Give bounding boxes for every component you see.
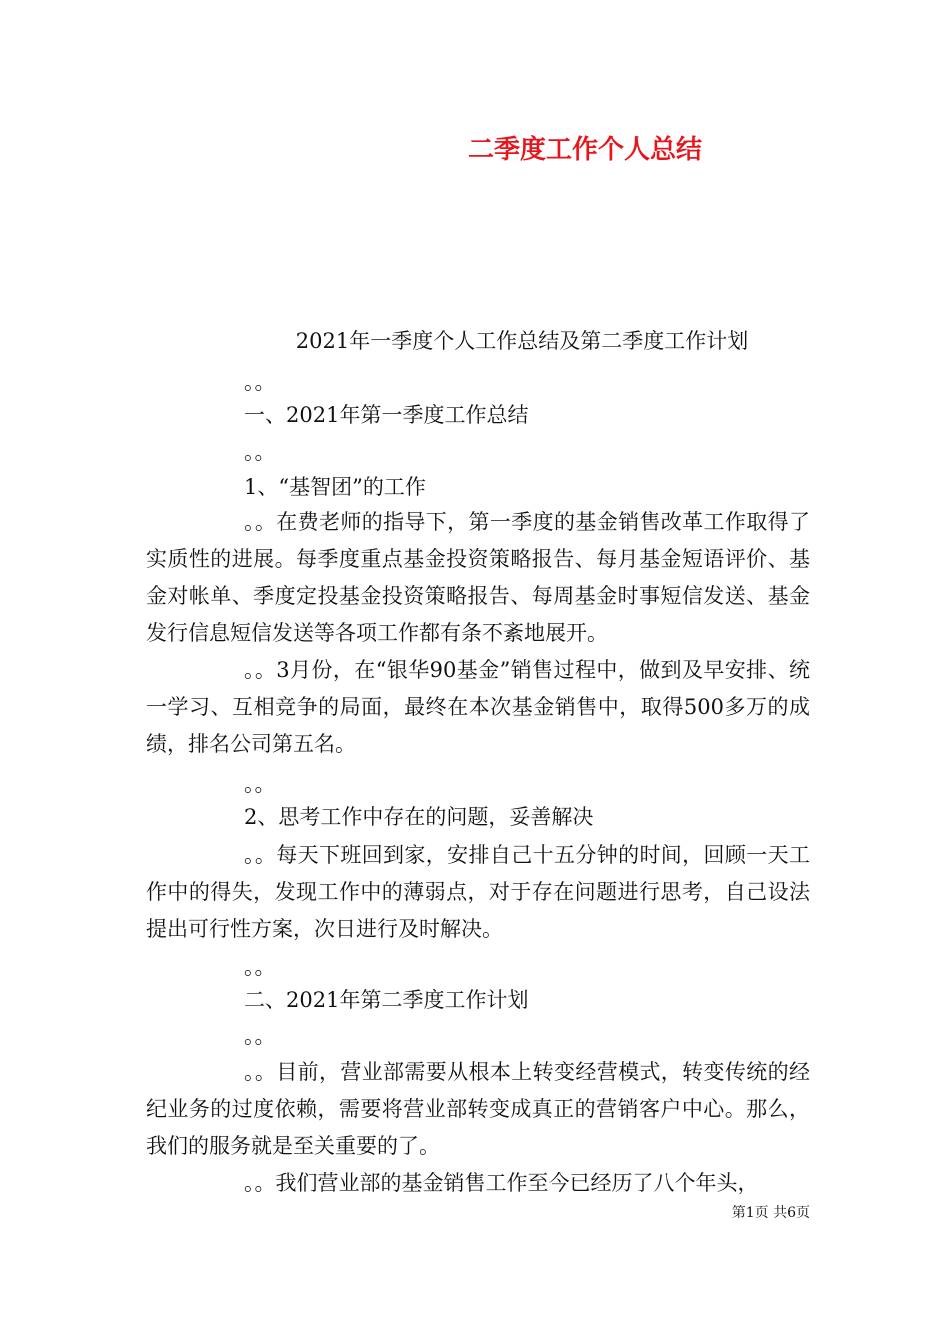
- dots-line: 。。: [244, 440, 276, 464]
- dots-line: 。。: [244, 955, 276, 979]
- paragraph: 。。目前，营业部需要从根本上转变经营模式，转变传统的经纪业务的过度依赖，需要将营业部转变成真正的营销客户中心。那么，我们的服务就是至关重要的了。: [146, 1060, 810, 1158]
- paragraph: 。。我们营业部的基金销售工作至今已经历了八个年头，: [244, 1171, 759, 1195]
- document-subtitle: 2021年一季度个人工作总结及第二季度工作计划: [295, 329, 749, 353]
- section-heading-1: 一、2021年第一季度工作总结: [244, 403, 529, 427]
- paragraph: 。。每天下班回到家，安排自己十五分钟的时间，回顾一天工作中的得失，发现工作中的薄弱点，对于存在问题进行思考，自己设法提出可行性方案，次日进行及时解决。: [146, 843, 810, 941]
- sub-heading-2: 2、思考工作中存在的问题，妥善解决: [244, 805, 594, 829]
- page-number: 第1页 共6页: [731, 1205, 810, 1221]
- section-heading-2: 二、2021年第二季度工作计划: [244, 988, 529, 1012]
- paragraph: 。。在费老师的指导下，第一季度的基金销售改革工作取得了实质性的进展。每季度重点基金投资策略报告、每月基金短语评价、基金对帐单、季度定投基金投资策略报告、每周基金时事短信发送、基金发行信息短信发送等各项工作都有条不紊地展开。: [146, 510, 810, 645]
- paragraph: 。。3月份，在“银华90基金”销售过程中，做到及早安排、统一学习、互相竞争的局面，最终在本次基金销售中，取得500多万的成绩，排名公司第五名。: [146, 658, 810, 756]
- document-title: 二季度工作个人总结: [467, 135, 702, 165]
- dots-line: 。。: [244, 1024, 276, 1048]
- dots-line: 。。: [244, 370, 276, 394]
- dots-line: 。。: [244, 772, 276, 796]
- sub-heading-1: 1、“基智团”的工作: [244, 475, 426, 499]
